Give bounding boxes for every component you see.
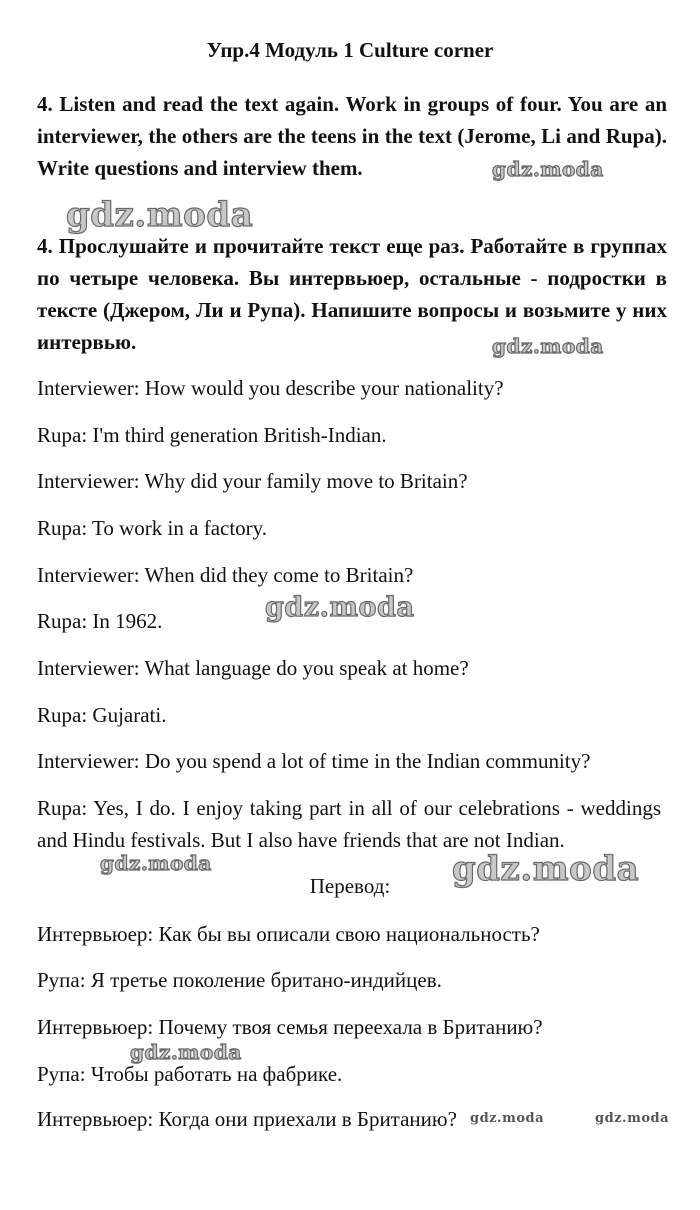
watermark: gdz.moda [265,592,415,623]
dialogue-line-en: Rupa: Yes, I do. I enjoy taking part in all of our celebrations - weddings and Hindu festivals. But I also have friends that are not Indian. [37,796,661,852]
dialogue-line-ru: Рупа: Чтобы работать на фабрике. [37,1062,343,1086]
watermark: gdz.moda [492,157,604,181]
watermark: gdz.moda [130,1040,242,1064]
watermark: gdz.moda [452,849,640,889]
dialogue-line-ru: Рупа: Я третье поколение британо-индийцев. [37,968,442,992]
watermark: gdz.moda [470,1111,545,1126]
dialogue-line-en: Interviewer: When did they come to Britain? [37,563,414,587]
dialogue-line-en: Interviewer: What language do you speak at home? [37,656,469,680]
dialogue-line-ru: Интервьюер: Почему твоя семья переехала в Британию? [37,1015,543,1039]
translation-heading: Перевод: [309,874,391,898]
dialogue-line-ru: Интервьюер: Как бы вы описали свою национальность? [37,922,540,946]
dialogue-line-ru: Интервьюер: Когда они приехали в Британию? [37,1107,457,1131]
watermark: gdz.moda [595,1111,670,1126]
dialogue-line-en: Rupa: I'm third generation British-Indian. [37,423,387,447]
task-english: 4. Listen and read the text again. Work in groups of four. You are an interviewer, the others are the teens in the text (Jerome, Li and Rupa). Write questions and interview them. [37,92,667,180]
watermark: gdz.moda [492,334,604,358]
watermark: gdz.moda [66,195,254,235]
dialogue-line-en: Rupa: Gujarati. [37,703,167,727]
page-title: Упр.4 Модуль 1 Culture corner [206,38,494,62]
dialogue-line-en: Interviewer: How would you describe your nationality? [37,376,504,400]
dialogue-line-en: Rupa: To work in a factory. [37,516,268,540]
dialogue-line-en: Interviewer: Do you spend a lot of time in the Indian community? [37,749,591,773]
watermark: gdz.moda [100,851,212,875]
dialogue-line-en: Interviewer: Why did your family move to Britain? [37,469,468,493]
task-russian: 4. Прослушайте и прочитайте текст еще раз. Работайте в группах по четыре человека. Вы интервьюер, остальные - подростки в тексте (Джером, Ли и Рупа). Напишите вопросы и возьмите у них интервью. [37,234,667,354]
dialogue-line-en: Rupa: In 1962. [37,609,163,633]
